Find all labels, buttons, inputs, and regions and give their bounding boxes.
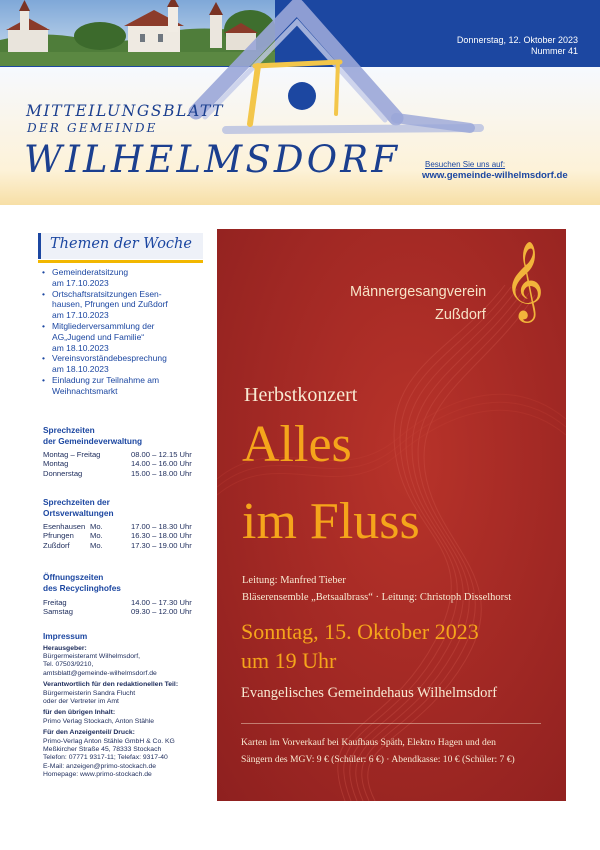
recycling-row: Freitag 14.00 – 17.30 Uhr [43,598,192,607]
topics-heading [38,233,203,259]
ads-homepage[interactable]: Homepage: www.primo-stockach.de [43,771,152,779]
local-office-row: Esenhausen Mo. 17.00 – 18.30 Uhr [43,522,192,531]
admin-hours-title-2: der Gemeindeverwaltung [43,435,143,446]
masthead-line-2: DER GEMEINDE [27,121,158,135]
topic-item: • Gemeinderatsitzung am 17.10.2023 [42,267,212,289]
topics-list [42,267,212,397]
topics-heading-text: Themen der Woche [50,236,192,252]
issue-number: Nummer 41 [530,46,578,56]
masthead-line-1: MITTEILUNGSBLATT [26,102,225,120]
impressum-title: Impressum [43,631,88,641]
treble-clef-icon: 𝄞 [504,241,545,320]
publisher-email[interactable]: amtsblatt@gemeinde-wilhelmsdorf.de [43,669,157,677]
local-offices-title-2: Ortsverwaltungen [43,507,114,518]
ads-email[interactable]: E-Mail: anzeigen@primo-stockach.de [43,762,157,770]
admin-hours-row: Montag – Freitag 08.00 – 12.15 Uhr [43,450,192,459]
issue-date: Donnerstag, 12. Oktober 2023 [456,35,578,45]
admin-hours-row: Montag 14.00 – 16.00 Uhr [43,459,192,469]
conductor-credit: Leitung: Manfred Tieber [242,575,346,586]
event-date: Sonntag, 15. Oktober 2023 [241,619,479,644]
recycling-row: Samstag 09.30 – 12.00 Uhr [43,607,192,617]
concert-poster [217,229,566,801]
admin-hours-section [43,425,213,478]
local-office-row: Pfrungen Mo. 16.30 – 18.00 Uhr [43,531,192,541]
topic-item: • Ortschaftsratsitzungen Esen- hausen, Pfrungen und Zußdorf am 17.10.2023 [42,289,212,321]
ads-heading: Für den Anzeigenteil/ Druck: [43,729,135,737]
publisher-heading: Herausgeber: [43,644,87,652]
masthead-title: WILHELMSDORF [24,138,401,181]
topics-heading-underline [38,260,203,263]
admin-hours-title-1: Sprechzeiten [43,425,95,435]
recycling-section [43,572,213,617]
event-type: Herbstkonzert [244,384,358,406]
other-content-heading: für den übrigen Inhalt: [43,709,116,717]
event-title-line-1: Alles [242,416,352,473]
event-title-line-2: im Fluss [242,493,420,550]
masthead-header [0,0,600,205]
event-venue: Evangelisches Gemeindehaus Wilhelmsdorf [241,685,498,701]
recycling-title-1: Öffnungszeiten [43,572,104,582]
local-offices-section [43,497,213,550]
ensemble-credit: Bläserensemble „Betsaalbrass“ · Leitung: Christoph Disselhorst [242,592,512,603]
ticket-info-line-1: Karten im Vorverkauf bei Kaufhaus Späth, Elektro Hagen und den [241,737,496,748]
event-time: um 19 Uhr [241,648,337,673]
local-offices-title-1: Sprechzeiten der [43,497,110,507]
poster-divider [241,723,541,724]
admin-hours-row: Donnerstag 15.00 – 18.00 Uhr [43,468,192,478]
impressum: Impressum Herausgeber: Bürgermeisteramt Wilhelmsdorf, Tel. 07503/9210, amtsblatt@gemeinde-wilhelmsdorf.de Verantwortlich für den redaktionellen Teil: Bürgermeisterin Sandra Flucht oder der Vertreter im Amt für den übrigen Inhalt: Primo Verlag Stockach, Anton Stähle Für den Anzeigenteil/ Druck: Primo-Verlag Anton Stähle GmbH & Co. KG Meßkircher Straße 45, 78333 Stockach Telefon: 07771 9317-11; Telefax: 9317-40 E-Mail: anzeigen@primo-stockach.de Homepage: www.primo-stockach.de [43,631,213,780]
topic-item: • Einladung zur Teilnahme am Weihnachtsmarkt [42,375,212,397]
topic-item: • Vereinsvorständebesprechung am 18.10.2023 [42,353,212,375]
choir-name-line-2: Zußdorf [435,307,486,323]
recycling-title-2: des Recyclinghofes [43,582,121,593]
topic-item: • Mitgliederversammlung der AG„Jugend und Familie“ am 18.10.2023 [42,321,212,353]
choir-name-line-1: Männergesangverein [350,284,487,300]
editorial-heading: Verantwortlich für den redaktionellen Teil: [43,681,179,689]
visit-label: Besuchen Sie uns auf: [425,160,506,169]
website-link[interactable]: www.gemeinde-wilhelmsdorf.de [422,170,568,181]
ticket-info-line-2: Sängern des MGV: 9 € (Schüler: 6 €) · Abendkasse: 10 € (Schüler: 7 €) [241,754,515,765]
local-office-row: Zußdorf Mo. 17.30 – 19.00 Uhr [43,540,192,550]
